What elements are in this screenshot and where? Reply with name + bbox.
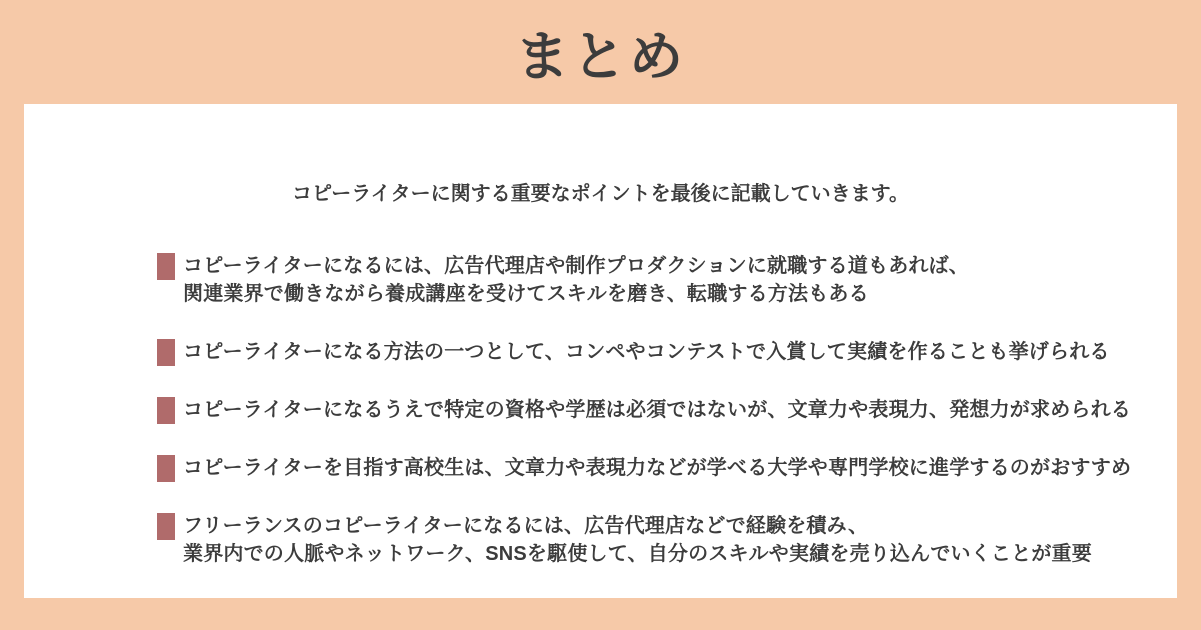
bullet-square-icon xyxy=(157,455,175,482)
content-panel xyxy=(24,104,1177,598)
list-item xyxy=(157,454,1177,482)
list-item xyxy=(157,512,1177,568)
bullet-square-icon xyxy=(157,253,175,280)
list-item-text: コピーライターになるには、広告代理店や制作プロダクションに就職する道もあれば、 関連業界で働きながら養成講座を受けてスキルを磨き、転職する方法もある xyxy=(183,255,969,305)
intro-text: コピーライターに関する重要なポイントを最後に記載していきます。 xyxy=(292,183,909,205)
list-item-text: フリーランスのコピーライターになるには、広告代理店などで経験を積み、 業界内での人脈やネットワーク、SNSを駆使して、自分のスキルや実績を売り込んでいくことが重要 xyxy=(183,515,1092,565)
list-item-text: コピーライターになるうえで特定の資格や学歴は必須ではないが、文章力や表現力、発想力が求められる xyxy=(183,399,1131,421)
bullet-square-icon xyxy=(157,513,175,540)
list-item-text: コピーライターになる方法の一つとして、コンペやコンテストで入賞して実績を作ることも挙げられる xyxy=(183,341,1110,363)
list-item xyxy=(157,396,1177,424)
points-list xyxy=(157,252,1177,568)
bullet-square-icon xyxy=(157,397,175,424)
bullet-square-icon xyxy=(157,339,175,366)
page-title: まとめ xyxy=(515,26,686,87)
list-item xyxy=(157,252,1177,308)
list-item-text: コピーライターを目指す高校生は、文章力や表現力などが学べる大学や専門学校に進学するのがおすすめ xyxy=(183,457,1132,479)
list-item xyxy=(157,338,1177,366)
